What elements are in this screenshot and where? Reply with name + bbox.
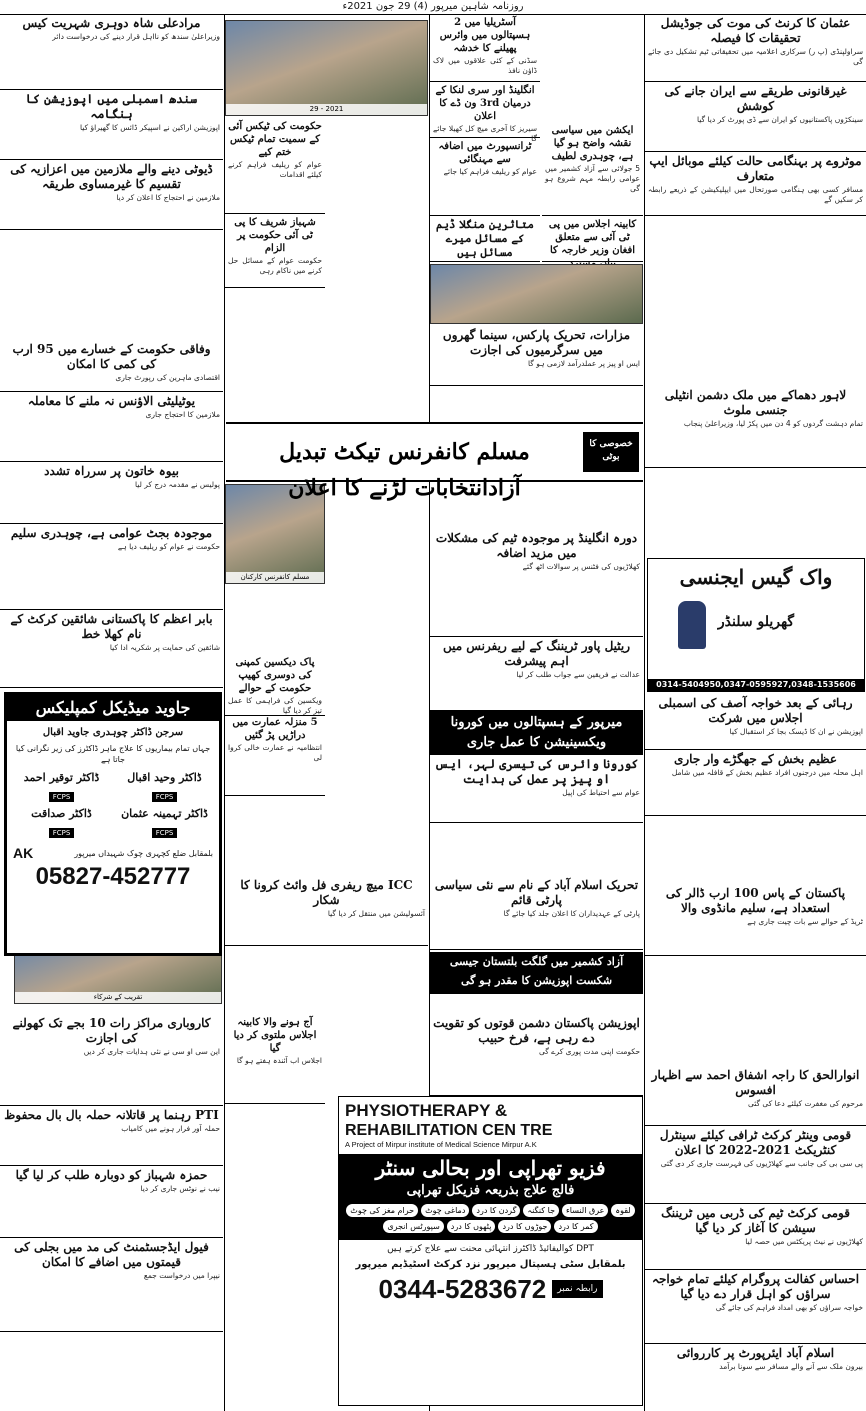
muslim-conference-banner	[226, 422, 643, 501]
ad-code: AK	[13, 845, 34, 861]
article	[430, 82, 540, 143]
article	[430, 326, 643, 386]
article	[645, 750, 866, 816]
article-body: نیب نے نوٹس جاری کر دیا	[140, 1184, 220, 1193]
gas-agency-ad	[647, 558, 865, 692]
services-list	[339, 1200, 642, 1239]
headline: ڈیوٹی دینے والے ملازمین میں اعزازیہ کی تقسیم کا غیرمساوی طریقہ	[10, 162, 213, 191]
article-body: آئسولیشن میں منتقل کر دیا گیا	[327, 909, 425, 918]
article	[645, 14, 866, 82]
article-body: کھلاڑیوں نے نیٹ پریکٹس میں حصہ لیا	[745, 1237, 863, 1246]
photo-caption: 2021 - 29	[226, 104, 427, 115]
doctor-entry	[13, 771, 110, 803]
article-body: حکومت عوام کے مسائل حل کرنے میں ناکام رہی	[228, 256, 322, 275]
headline: پاکستان کے پاس 100 ارب ڈالر کی استعداد ہے، سلیم مانڈوی والا	[665, 886, 846, 915]
ad-location-row	[7, 843, 219, 863]
service-item: سپورٹس انجری	[383, 1220, 443, 1233]
headline: مرادعلی شاہ دوہری شہریت کیس	[22, 16, 201, 30]
headline: قومی وینٹر کرکٹ ٹرافی کیلئے سینٹرل کنٹریکٹ 2021-2022 کا اعلان	[659, 1128, 852, 1157]
article	[0, 1238, 223, 1332]
ad-title: جاوید میڈیکل کمپلیکس	[35, 698, 191, 717]
headline: تحریک اسلام آباد کے نام سے نئی سیاسی پارٹی قائم	[434, 878, 639, 907]
top-photo	[225, 20, 428, 116]
headline: آج ہونے والا کابینہ اجلاس ملتوی کر دیا گیا	[233, 1017, 317, 1054]
doctor-entry	[116, 807, 213, 839]
headline: حمزہ شہباز کو دوبارہ طلب کر لیا گیا	[15, 1168, 208, 1182]
ad-address: بلمقابل سٹی ہسپتال میرپور نزد کرکٹ اسٹیڈیم میرپور	[355, 1259, 626, 1270]
article	[430, 755, 643, 823]
service-item: جا کنگنہ	[523, 1204, 559, 1217]
article	[430, 216, 540, 262]
article-body: 5 جولائی سے آزاد کشمیر میں عوامی رابطہ مہم شروع ہو گی	[545, 164, 640, 193]
article	[430, 138, 540, 216]
article	[0, 1014, 223, 1106]
service-item: گردن کا درد	[472, 1204, 520, 1217]
doctor-degree: FCPS	[49, 792, 75, 802]
article-body: عوام کو ریلیف فراہم کیا جائے	[443, 167, 537, 176]
column-right	[645, 14, 866, 1411]
headline: حکومت کی ٹیکس آئی کے سمیت تمام ٹیکس ختم کیے	[228, 121, 322, 158]
article	[0, 524, 223, 610]
ad-title-en-1: PHYSIOTHERAPY &	[345, 1101, 508, 1120]
ad-body	[339, 1154, 642, 1239]
headline: بابر اعظم کا پاکستانی شائقین کرکٹ کے نام کھلا خط	[10, 612, 213, 641]
service-item: کمر کا درد	[554, 1220, 597, 1233]
article-body: پولیس نے مقدمہ درج کر لیا	[135, 480, 220, 489]
article	[430, 529, 643, 637]
ad-subtitle: سرجن ڈاکٹر چوہدری جاوید اقبال	[42, 727, 184, 738]
article	[225, 214, 325, 288]
ad-subtitle: فالج علاج بذریعہ فزیکل تھراپی	[406, 1183, 575, 1198]
ad-phone-row	[339, 1272, 642, 1304]
article-body: تمام دہشت گردوں کو 4 دن میں پکڑ لیا، وزیراعلیٰ پنجاب	[683, 419, 863, 428]
headline: موجودہ بجٹ عوامی ہے، چوہدری سلیم	[10, 526, 213, 540]
article-body: اپوزیشن اراکین نے اسپیکر ڈائس کا گھیراؤ کیا	[79, 123, 220, 132]
doctor-degree: FCPS	[152, 828, 178, 838]
headline: وفاقی حکومت کے خسارے میں 95 ارب کی کمی کا امکان	[12, 342, 211, 371]
ad-subtitle: گھریلو سلنڈر	[717, 614, 795, 630]
service-item: پٹھوں کا درد	[447, 1220, 496, 1233]
phone-label: رابطہ نمبر	[552, 1280, 602, 1298]
photo-caption: مسلم کانفرنس کارکنان	[226, 572, 324, 583]
article-body: وزیراعلیٰ سندھ کو نااہل قرار دینے کی درخواست دائر	[52, 32, 220, 41]
physiotherapy-ad	[338, 1096, 643, 1406]
ad-header	[339, 1097, 642, 1154]
ad-title: واک گیس ایجنسی	[679, 565, 833, 589]
doctor-list	[7, 767, 219, 843]
article-body: ٹریڈ کے حوالے سے بات چیت جاری ہے	[747, 917, 863, 926]
article	[645, 386, 866, 468]
doctor-name: ڈاکٹر توقیر احمد	[23, 771, 100, 784]
article-body: پی سی بی کی جانب سے کھلاڑیوں کی فہرست جاری کر دی گئی	[660, 1159, 863, 1168]
banner-tag: خصوصی کا بوٹی	[583, 432, 639, 472]
article	[645, 884, 866, 956]
headline: ریٹیل پاور ٹریننگ کے لیے ریفرنس میں اہم پیشرفت	[442, 639, 631, 668]
service-item: جوڑوں کا درد	[498, 1220, 551, 1233]
doctor-entry	[116, 771, 213, 803]
headline: متاثرین منگلا ڈیم کے مسائل میرے مسائل ہیں	[436, 218, 534, 259]
article	[430, 876, 643, 950]
article	[0, 14, 223, 90]
headline: ICC میچ ریفری فل وائٹ کرونا کا شکار	[240, 878, 413, 907]
headline: احساس کفالت پروگرام کیلئے تمام خواجہ سراؤں کو اہل قرار دے دیا گیا	[651, 1272, 860, 1301]
article-body: اپوزیشن نے ان کا ڈیسک بجا کر استقبال کیا	[729, 727, 863, 736]
article-body: عدالت نے فریقین سے جواب طلب کر لیا	[516, 670, 640, 679]
article	[645, 1344, 866, 1411]
article-body: سینکڑوں پاکستانیوں کو ایران سے ڈی پورٹ کر دیا گیا	[696, 115, 863, 124]
ad-phone: 0344-5283672	[378, 1274, 547, 1304]
masthead: روزنامہ شاہین میرپور (4) 29 جون 2021ء	[0, 0, 866, 15]
ad-title-wrap	[7, 695, 219, 721]
headline: سندھ اسمبلی میں اپوزیشن کا ہنگامہ	[25, 92, 198, 121]
headline: کورونا وائرس کی تیسری لہر، ایس او پیز پر عمل کی ہدایت	[434, 757, 639, 786]
article-body: عوام سے احتیاط کی اپیل	[562, 788, 640, 797]
ad-phone: 05827-452777	[35, 863, 191, 890]
ad-location: بلمقابل ضلع کچہری چوک شہیداں میرپور	[74, 848, 213, 858]
article-body: بیرون ملک سے آنے والے مسافر سے سونا برآمد	[719, 1362, 863, 1371]
headline: 5 منزلہ عمارت میں دراڑیں پڑ گئیں	[232, 717, 318, 741]
ad-title-en-2: REHABILITATION CEN TRE	[345, 1122, 553, 1139]
article-body: سیریز کا آخری میچ کل کھیلا جائے گا	[433, 124, 537, 143]
article-body: ایس او پیز پر عملدرآمد لازمی ہو گا	[527, 359, 640, 368]
article	[0, 1106, 223, 1166]
headline: دورہ انگلینڈ پر موجودہ ٹیم کی مشکلات میں مزید اضافہ	[435, 531, 638, 560]
headline: قومی کرکٹ ٹیم کی ڈربی میں ٹریننگ سیشن کا آغاز کر دیا گیا	[661, 1206, 850, 1235]
article-body: نیپرا میں درخواست جمع	[143, 1271, 220, 1280]
article	[0, 1166, 223, 1238]
protest-photo	[430, 264, 643, 324]
ad-phones: 0314-5404950,0347-0595927,0348-1535606	[648, 679, 864, 691]
doctor-name: ڈاکٹر وحید اقبال	[127, 771, 202, 784]
photo-caption: تقریب کے شرکاء	[15, 992, 221, 1003]
article-body: شائقین کی حمایت پر شکریہ ادا کیا	[109, 643, 220, 652]
article	[225, 1014, 325, 1104]
headline: لاہور دھماکے میں ملک دشمن انٹیلی جنسی ملوث	[664, 388, 847, 417]
headline: اسلام آباد ایئرپورٹ پر کارروائی	[676, 1346, 835, 1360]
medical-complex-ad	[4, 692, 222, 956]
ad-note: DPT کوالیفائیڈ ڈاکٹرز انتہائی محنت سے علاج کرتے ہیں	[339, 1239, 642, 1258]
article-body: عوام کو ریلیف فراہم کرنے کیلئے اقدامات	[228, 160, 322, 179]
service-item: لقوہ	[611, 1204, 634, 1217]
article	[0, 392, 223, 462]
column-left	[0, 14, 223, 1411]
headline: عظیم بخش کے جھگڑے وار جاری	[673, 752, 838, 766]
doctor-entry	[13, 807, 110, 839]
headline: بیوہ خاتون پر سرراہ تشدد	[44, 464, 179, 478]
banner-text: مسلم کانفرنس تیکٹ تبدیل آزادانتخابات لڑنے کا اعلان	[279, 439, 530, 501]
headline: ایکشن میں سیاسی نقشہ واضح ہو گیا ہے، چوہدری لطیف	[551, 125, 634, 162]
headline: پاک دیکسین کمپنی کی دوسری کھیپ حکومت کے حوالے	[235, 657, 315, 694]
article	[0, 462, 223, 524]
article	[430, 14, 540, 82]
headline: کابینہ اجلاس میں پی ٹی آئی سے متعلق افغان وزیر خارجہ کا	[548, 219, 637, 256]
headline: آسٹریلیا میں 2 ہسپتالوں میں وائرس پھیلنے کا خدشہ	[439, 17, 531, 54]
article-body: مرحوم کی مغفرت کیلئے دعا کی گئی	[747, 1099, 863, 1108]
article	[0, 610, 223, 688]
headline: فیول ایڈجسٹمنٹ کی مد میں بجلی کی قیمتوں میں اضافے کا امکان	[14, 1240, 209, 1269]
doctor-degree: FCPS	[49, 828, 75, 838]
service-item: دماغی چوٹ	[421, 1204, 469, 1217]
article	[225, 714, 325, 796]
article-body: ملازمین نے احتجاج کا اعلان کر دیا	[116, 193, 220, 202]
article-body: انتظامیہ نے عمارت خالی کروا لی	[228, 743, 322, 762]
article	[0, 90, 223, 160]
article	[225, 654, 325, 716]
article-body: کھلاڑیوں کی فٹنس پر سوالات اٹھ گئے	[522, 562, 640, 571]
article	[645, 1066, 866, 1126]
article-body: حملہ آور فرار ہونے میں کامیاب	[121, 1124, 220, 1133]
ad-title-ur: فزیو تھراپی اور بحالی سنٹر	[375, 1156, 606, 1180]
article-body: اہل محلہ میں درجنوں افراد عظیم بخش کے قافلہ میں شامل	[671, 768, 863, 777]
article-body: اجلاس اب آئندہ ہفتے ہو گا	[236, 1056, 322, 1065]
headline: رہائی کے بعد خواجہ آصف کی اسمبلی اجلاس میں شرکت	[658, 696, 853, 725]
headline: موٹروے پر بہنگامی حالت کیلئے موبائل ایپ متعارف	[649, 154, 862, 183]
headline: انوارالحق کا راجہ اشفاق احمد سے اظہار افسوس	[651, 1068, 860, 1097]
headline: PTI رہنما پر قاتلانہ حملہ بال بال محفوظ	[4, 1108, 219, 1122]
doctor-name: ڈاکٹر صداقت	[31, 807, 92, 820]
article	[645, 1126, 866, 1204]
article	[430, 1014, 643, 1096]
corona-banner: میرپور کے ہسپتالوں میں کورونا ویکسینیشن کا عمل جاری	[430, 711, 643, 755]
article	[645, 1204, 866, 1270]
headline: عثمان کا کرنٹ کی موت کی جوڈیشل تحقیقات کا فیصلہ	[660, 16, 851, 45]
article-body: سڈنی کے کئی علاقوں میں لاک ڈاؤن نافذ	[433, 56, 537, 75]
article	[225, 118, 325, 214]
article	[430, 637, 643, 711]
gas-cylinder-icon	[678, 601, 706, 649]
headline: شہباز شریف کا پی ٹی آئی حکومت پر الزام	[234, 217, 316, 254]
article	[542, 122, 643, 216]
doctor-degree: FCPS	[152, 792, 178, 802]
article	[0, 340, 223, 392]
ad-project: A Project of Mirpur institute of Medical Science Mirpur A.K	[345, 1140, 537, 1149]
article-body: این سی او سی نے نئی ہدایات جاری کر دیں	[83, 1047, 220, 1056]
headline: انگلینڈ اور سری لنکا کے درمیان 3rd ون ڈے کا اعلان	[435, 85, 535, 122]
article	[0, 160, 223, 230]
doctor-name: ڈاکٹر تہمینہ عثمان	[121, 807, 208, 820]
article	[645, 152, 866, 216]
article-body: مسافر کسی بھی ہنگامی صورتحال میں ایپلیکیشن کے ذریعے رابطہ کر سکیں گے	[648, 185, 863, 204]
article-body: حکومت نے عوام کو ریلیف دیا ہے	[117, 542, 220, 551]
article	[645, 82, 866, 152]
ad-tagline: جہاں تمام بیماریوں کا علاج ماہر ڈاکٹرز کی زیر نگرانی کیا جاتا ہے	[15, 744, 211, 764]
article	[645, 1270, 866, 1344]
headline: یوٹیلیٹی الاؤنس نہ ملنے کا معاملہ	[27, 394, 196, 408]
article-body: سراولپنڈی (پ ر) سرکاری اعلامیہ میں تحقیقاتی ٹیم تشکیل دی جائے گی	[648, 47, 863, 66]
article	[645, 694, 866, 750]
article-body: پارٹی کے عہدیداران کا اعلان جلد کیا جائے گا	[503, 909, 640, 918]
headline: اپوزیشن پاکستان دشمن قوتوں کو تقویت دے رہی ہے، فرخ حبیب	[433, 1016, 640, 1045]
headline: غیرقانونی طریقے سے ایران جانے کی کوشش	[664, 84, 847, 113]
headline: مزارات، تحریک پارکس، سینما گھروں میں سرگرمیوں کی اجازت	[442, 328, 631, 357]
article-body: حکومت اپنی مدت پوری کرے گی	[538, 1047, 640, 1056]
article	[542, 216, 643, 262]
ajk-banner: آزاد کشمیر میں گلگت بلتستان جیسی شکست اپوزیشن کا مقدر ہو گی	[430, 952, 643, 994]
article-body: اقتصادی ماہرین کی رپورٹ جاری	[115, 373, 220, 382]
service-item: عرق النساء	[562, 1204, 608, 1217]
article-body: ویکسین کی فراہمی کا عمل تیز کر دیا گیا	[228, 696, 322, 715]
article	[225, 876, 428, 946]
article-body: ملازمین کا احتجاج جاری	[145, 410, 220, 419]
headline: ٹرانسپورٹ میں اضافہ سے مہنگائی	[438, 141, 532, 165]
headline: کاروباری مراکز رات 10 بجے تک کھولنے کی اجازت	[12, 1016, 211, 1045]
article-body: خواجہ سراؤں کو بھی امداد فراہم کی جائے گی	[715, 1303, 863, 1312]
service-item: حرام مغز کی چوٹ	[346, 1204, 418, 1217]
